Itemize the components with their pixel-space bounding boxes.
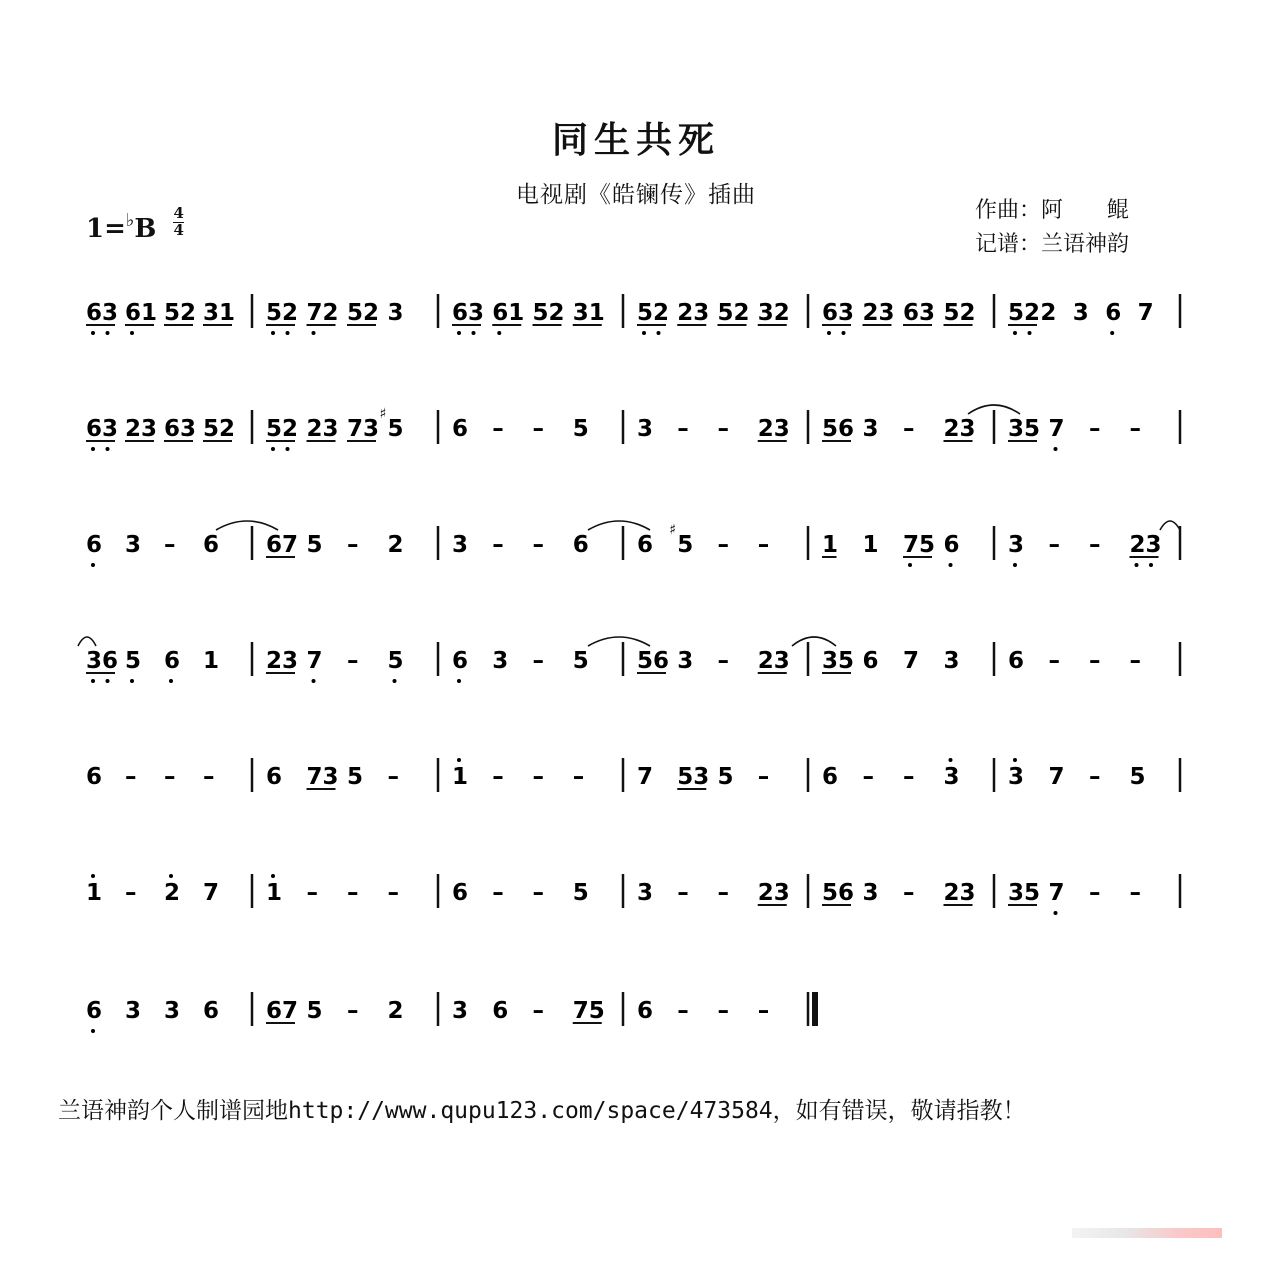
- note: 52: [637, 300, 670, 326]
- dash-extension: –: [532, 880, 544, 906]
- note: 52: [717, 300, 750, 326]
- dash-extension: –: [532, 532, 544, 558]
- dash-extension: –: [717, 880, 729, 906]
- high-octave-dot: [457, 758, 461, 762]
- note: 2: [387, 532, 404, 558]
- note: 6: [452, 880, 469, 906]
- note: 5: [306, 532, 323, 558]
- low-octave-dot: [1013, 331, 1017, 335]
- low-octave-dot: [457, 679, 461, 683]
- time-top: 4: [173, 204, 184, 222]
- dash-extension: –: [164, 764, 176, 790]
- note: 6: [637, 998, 654, 1024]
- low-octave-dot: [130, 679, 134, 683]
- note: 52: [164, 300, 197, 326]
- note: 73: [347, 416, 380, 442]
- note: 23: [677, 300, 710, 326]
- low-octave-dot: [457, 331, 461, 335]
- dash-extension: –: [1089, 764, 1101, 790]
- low-octave-dot: [312, 331, 316, 335]
- high-octave-dot: [1013, 758, 1017, 762]
- low-octave-dot: [286, 447, 290, 451]
- note: 3: [1008, 532, 1025, 558]
- dash-extension: –: [492, 532, 504, 558]
- note: 52: [203, 416, 236, 442]
- note: 23: [862, 300, 895, 326]
- dash-extension: –: [717, 416, 729, 442]
- low-octave-dot: [1110, 331, 1114, 335]
- note: 52: [1008, 300, 1041, 326]
- note: 67: [266, 532, 299, 558]
- note: 3: [452, 998, 469, 1024]
- note: 23: [1129, 532, 1162, 558]
- dash-extension: –: [347, 998, 359, 1024]
- low-octave-dot: [91, 679, 95, 683]
- low-octave-dot: [657, 331, 661, 335]
- dash-extension: –: [677, 880, 689, 906]
- low-octave-dot: [1149, 563, 1153, 567]
- note: 3: [943, 648, 960, 674]
- note: 6: [943, 532, 960, 558]
- dash-extension: –: [164, 532, 176, 558]
- note: 7: [1048, 416, 1065, 442]
- low-octave-dot: [827, 331, 831, 335]
- dash-extension: –: [757, 764, 770, 790]
- note: 67: [266, 998, 299, 1024]
- note: 7: [903, 648, 920, 674]
- note: 5: [347, 764, 364, 790]
- low-octave-dot: [472, 331, 476, 335]
- note: 73: [306, 764, 339, 790]
- note: 53: [677, 764, 710, 790]
- note: 23: [266, 648, 299, 674]
- note: 1: [822, 532, 839, 558]
- note: 61: [492, 300, 525, 326]
- note: 1: [266, 880, 283, 906]
- low-octave-dot: [1135, 563, 1139, 567]
- dash-extension: –: [532, 416, 544, 442]
- note: 1: [86, 880, 103, 906]
- dash-extension: –: [347, 648, 359, 674]
- low-octave-dot: [169, 679, 173, 683]
- note: 5: [572, 416, 589, 442]
- note: 63: [903, 300, 936, 326]
- dash-extension: –: [903, 764, 915, 790]
- note: 32: [757, 300, 790, 326]
- note: 6: [492, 998, 509, 1024]
- note: 3: [677, 648, 694, 674]
- note: 6: [572, 532, 589, 558]
- dash-extension: –: [492, 416, 504, 442]
- note: 3: [1072, 300, 1089, 326]
- note: 6: [203, 532, 220, 558]
- dash-extension: –: [492, 880, 504, 906]
- low-octave-dot: [1013, 563, 1017, 567]
- note: 63: [452, 300, 485, 326]
- dash-extension: –: [203, 764, 215, 790]
- dash-extension: –: [717, 998, 729, 1024]
- note: 1: [862, 532, 879, 558]
- note: 23: [757, 880, 790, 906]
- low-octave-dot: [91, 331, 95, 335]
- note: 6: [452, 416, 469, 442]
- note: 63: [822, 300, 855, 326]
- key-note: B: [134, 214, 157, 244]
- dash-extension: –: [387, 764, 399, 790]
- low-octave-dot: [271, 447, 275, 451]
- dash-extension: –: [1129, 880, 1141, 906]
- tie-arc: [78, 637, 96, 646]
- note: 6: [266, 764, 283, 790]
- note: 3: [862, 416, 879, 442]
- note: 52: [532, 300, 565, 326]
- note: 23: [943, 880, 976, 906]
- high-octave-dot: [949, 758, 953, 762]
- low-octave-dot: [106, 447, 110, 451]
- note: 3: [492, 648, 509, 674]
- low-octave-dot: [130, 331, 134, 335]
- dash-extension: –: [717, 648, 729, 674]
- note: 75: [572, 998, 605, 1024]
- note: 6: [637, 532, 654, 558]
- dash-extension: –: [1048, 532, 1060, 558]
- composer-credit: 作曲：阿 鲲: [975, 198, 1130, 223]
- note: 3: [387, 300, 404, 326]
- note: 63: [86, 300, 119, 326]
- note: 3: [637, 416, 654, 442]
- note: 5: [387, 416, 404, 442]
- note: 7: [203, 880, 220, 906]
- dash-extension: –: [1129, 648, 1141, 674]
- footer-note: 兰语神韵个人制谱园地http://www.qupu123.com/space/473584，如有错误，敬请指教！: [58, 1098, 1026, 1124]
- dash-extension: –: [492, 764, 504, 790]
- note: 2: [164, 880, 181, 906]
- note: 6: [86, 764, 103, 790]
- song-title: 同生共死: [551, 119, 720, 161]
- low-octave-dot: [91, 563, 95, 567]
- dash-extension: –: [1129, 416, 1141, 442]
- note: 63: [86, 416, 119, 442]
- note: 52: [347, 300, 380, 326]
- note: 3: [125, 998, 142, 1024]
- note: 7: [1048, 880, 1065, 906]
- note: 6: [86, 998, 103, 1024]
- note: 1: [452, 764, 469, 790]
- low-octave-dot: [393, 679, 397, 683]
- dash-extension: –: [677, 416, 689, 442]
- high-octave-dot: [91, 874, 95, 878]
- note: 23: [306, 416, 339, 442]
- note: 3: [637, 880, 654, 906]
- dash-extension: –: [677, 998, 689, 1024]
- note: 3: [862, 880, 879, 906]
- note: 3: [1008, 764, 1025, 790]
- note: 52: [266, 416, 299, 442]
- low-octave-dot: [1054, 447, 1058, 451]
- low-octave-dot: [1028, 331, 1032, 335]
- low-octave-dot: [642, 331, 646, 335]
- note: 23: [125, 416, 158, 442]
- note: 35: [1008, 880, 1041, 906]
- note: 72: [306, 300, 339, 326]
- note: 5: [1129, 764, 1146, 790]
- time-bottom: 4: [173, 221, 184, 239]
- note: 6: [862, 648, 879, 674]
- note: 36: [86, 648, 119, 674]
- note: 35: [822, 648, 855, 674]
- high-octave-dot: [169, 874, 173, 878]
- note: 7: [306, 648, 323, 674]
- dash-extension: –: [306, 880, 318, 906]
- transcriber-credit: 记谱：兰语神韵: [975, 232, 1130, 257]
- low-octave-dot: [106, 679, 110, 683]
- note: 56: [637, 648, 670, 674]
- note: 6: [1008, 648, 1025, 674]
- dash-extension: –: [903, 416, 915, 442]
- tie-arc: [588, 637, 650, 646]
- watermark-logo: [1072, 1228, 1222, 1238]
- dash-extension: –: [1048, 648, 1060, 674]
- dash-extension: –: [532, 764, 544, 790]
- note: 6: [164, 648, 181, 674]
- dash-extension: –: [125, 764, 137, 790]
- note: 6: [1105, 300, 1122, 326]
- note: 7: [1137, 300, 1154, 326]
- low-octave-dot: [1054, 911, 1058, 915]
- note: 5: [572, 648, 589, 674]
- high-octave-dot: [271, 874, 275, 878]
- sharp-sign: ♯: [669, 522, 677, 538]
- note: 3: [452, 532, 469, 558]
- dash-extension: –: [903, 880, 915, 906]
- note: 31: [203, 300, 236, 326]
- note: 3: [125, 532, 142, 558]
- low-octave-dot: [949, 563, 953, 567]
- note: 3: [164, 998, 181, 1024]
- sharp-sign: ♯: [379, 406, 387, 422]
- dash-extension: –: [862, 764, 874, 790]
- note: 3: [943, 764, 960, 790]
- note: 2: [1040, 300, 1057, 326]
- note: 5: [572, 880, 589, 906]
- note: 7: [1048, 764, 1065, 790]
- dash-extension: –: [1089, 416, 1101, 442]
- tie-arc: [216, 521, 278, 530]
- dash-extension: –: [572, 764, 585, 790]
- dash-extension: –: [347, 532, 359, 558]
- dash-extension: –: [717, 532, 729, 558]
- low-octave-dot: [312, 679, 316, 683]
- note: 5: [306, 998, 323, 1024]
- note: 31: [572, 300, 605, 326]
- low-octave-dot: [908, 563, 912, 567]
- note: 56: [822, 416, 855, 442]
- note: 7: [637, 764, 654, 790]
- dash-extension: –: [532, 998, 544, 1024]
- dash-extension: –: [387, 880, 399, 906]
- note: 2: [387, 998, 404, 1024]
- note: 61: [125, 300, 158, 326]
- low-octave-dot: [842, 331, 846, 335]
- note: 5: [387, 648, 404, 674]
- low-octave-dot: [91, 1029, 95, 1033]
- note: 6: [822, 764, 839, 790]
- dash-extension: –: [125, 880, 137, 906]
- note: 23: [757, 648, 790, 674]
- note: 52: [943, 300, 976, 326]
- note: 75: [903, 532, 936, 558]
- note: 35: [1008, 416, 1041, 442]
- song-subtitle: 电视剧《皓镧传》插曲: [516, 182, 756, 208]
- dash-extension: –: [347, 880, 359, 906]
- note: 52: [266, 300, 299, 326]
- dash-extension: –: [532, 648, 544, 674]
- note: 63: [164, 416, 197, 442]
- flat-sign: ♭: [125, 210, 135, 231]
- dash-extension: –: [1089, 880, 1101, 906]
- dash-extension: –: [1089, 648, 1101, 674]
- note: 23: [943, 416, 976, 442]
- low-octave-dot: [286, 331, 290, 335]
- tie-arc: [792, 637, 836, 646]
- key-prefix: 1=: [86, 214, 126, 244]
- low-octave-dot: [271, 331, 275, 335]
- note: 5: [125, 648, 142, 674]
- note: 23: [757, 416, 790, 442]
- dash-extension: –: [1089, 532, 1101, 558]
- note: 56: [822, 880, 855, 906]
- dash-extension: –: [757, 998, 770, 1024]
- note: 1: [203, 648, 220, 674]
- low-octave-dot: [497, 331, 501, 335]
- low-octave-dot: [106, 331, 110, 335]
- tie-arc: [588, 521, 650, 530]
- dash-extension: –: [757, 532, 770, 558]
- note: 6: [452, 648, 469, 674]
- note: 6: [86, 532, 103, 558]
- low-octave-dot: [91, 447, 95, 451]
- note: 5: [677, 532, 694, 558]
- tie-arc: [1160, 521, 1180, 530]
- note: 5: [717, 764, 734, 790]
- note: 6: [203, 998, 220, 1024]
